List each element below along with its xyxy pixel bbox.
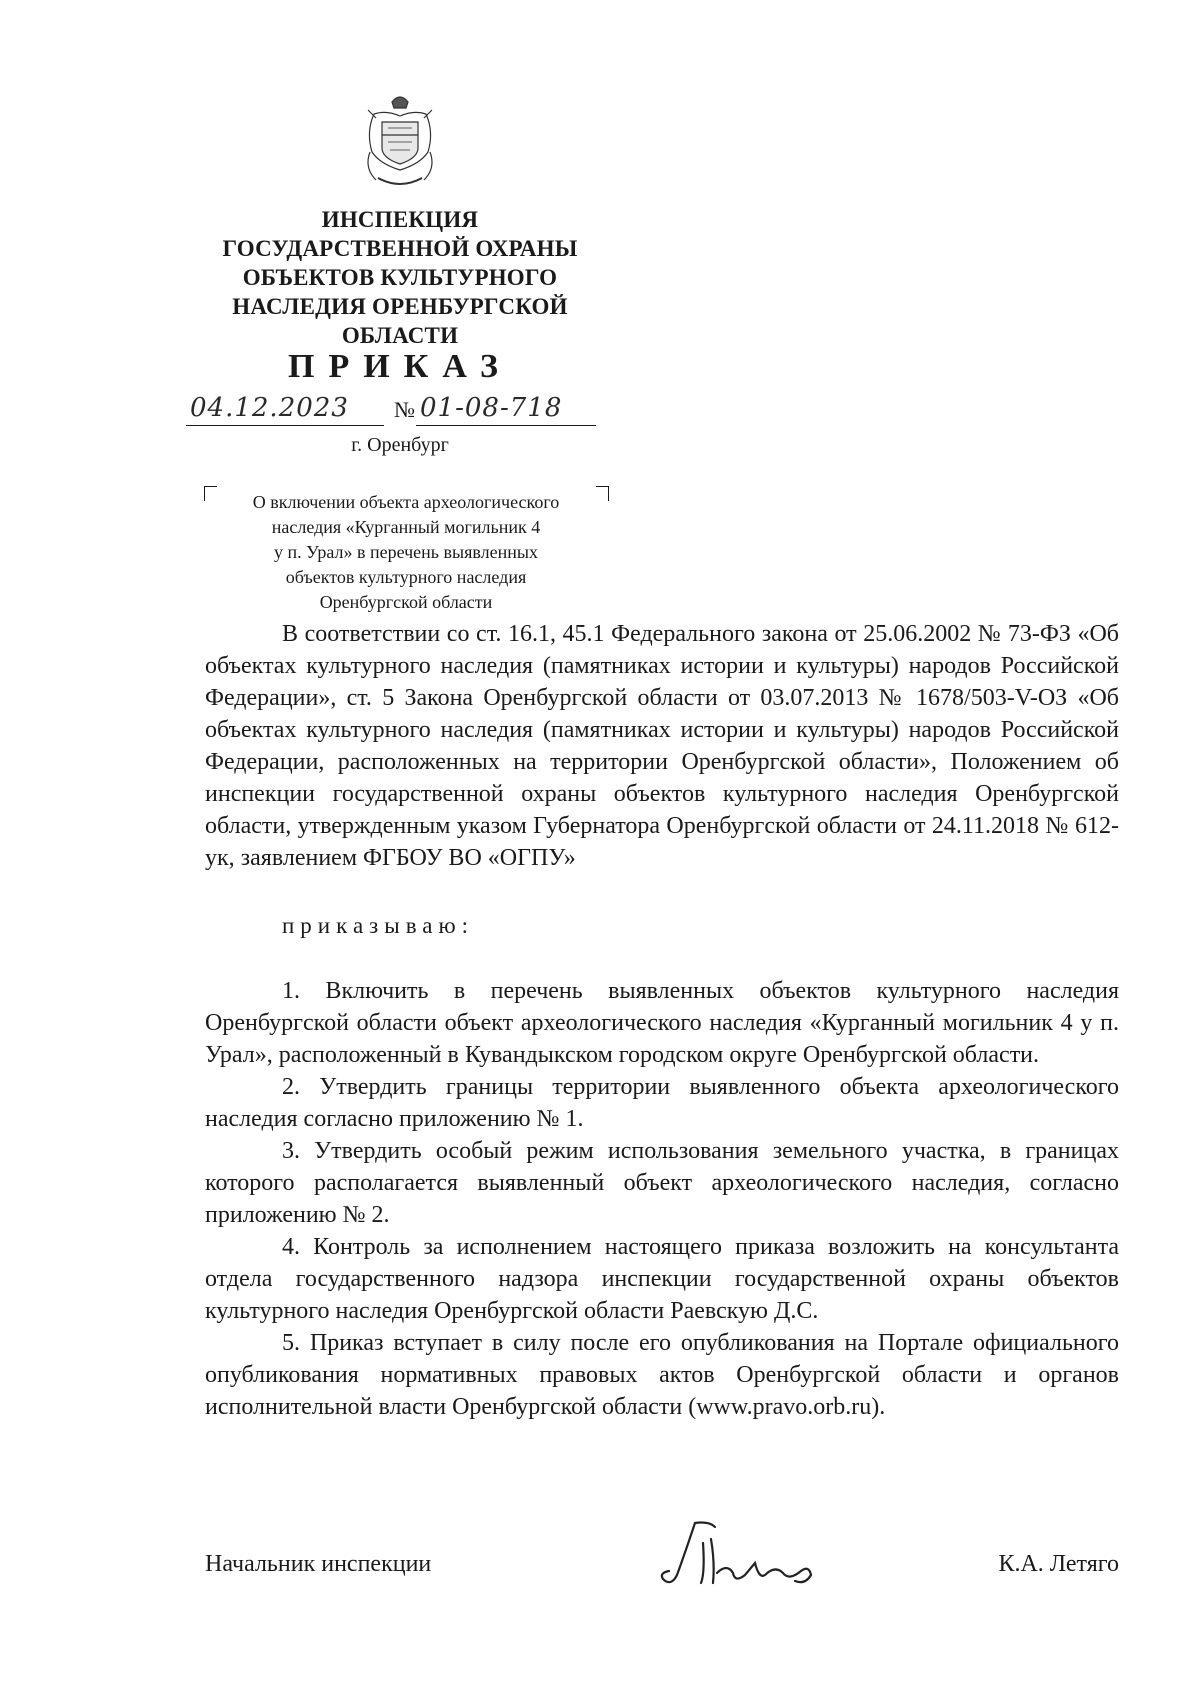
order-item: 4. Контроль за исполнением настоящего приказа возложить на консультанта отдела государственного надзора инспекции государственной охраны объектов культурного наследия Оренбургской области Раевскую Д.С.	[205, 1234, 1119, 1324]
org-line: ГОСУДАРСТВЕННОЙ ОХРАНЫ	[222, 236, 578, 261]
order-item: 3. Утвердить особый режим использования земельного участка, в границах которого располагается выявленный объект археологического наследия, согласно приложению № 2.	[205, 1138, 1119, 1228]
signer-position: Начальник инспекции	[205, 1551, 432, 1577]
subject-line: Оренбургской области	[319, 592, 493, 612]
subject-text	[214, 490, 598, 615]
handwritten-number: 01-08-718	[420, 393, 563, 423]
subject-line: наследия «Курганный могильник 4	[271, 517, 541, 537]
handwritten-date: 04.12.2023	[190, 393, 349, 423]
orders-word: приказываю:	[282, 913, 475, 938]
date-underline	[186, 425, 384, 426]
org-line: ОБЪЕКТОВ КУЛЬТУРНОГО	[242, 265, 558, 290]
subject-line: у п. Урал» в перечень выявленных	[274, 542, 538, 562]
order-item: 1. Включить в перечень выявленных объектов культурного наследия Оренбургской области объект археологического наследия «Курганный могильник 4 у п. Урал», расположенный в Кувандыкском городском округе Оренбургской области.	[205, 978, 1119, 1068]
handwritten-signature	[655, 1513, 825, 1593]
number-sign: №	[394, 397, 415, 422]
org-line: НАСЛЕДИЯ ОРЕНБУРГСКОЙ	[232, 294, 568, 319]
preamble-paragraph: В соответствии со ст. 16.1, 45.1 Федерального закона от 25.06.2002 № 73-ФЗ «Об объектах культурного наследия (памятниках истории и культуры) народов Российской Федерации», ст. 5 Закона Оренбургской области от 03.07.2013 № 1678/503-V-ОЗ «Об объектах культурного наследия (памятниках истории и культуры) народов Российской Федерации, расположенных на территории Оренбургской области», Положением об инспекции государственной охраны объектов культурного наследия Оренбургской области, утвержденным указом Губернатора Оренбургской области от 24.11.2018 № 612-ук, заявлением ФГБОУ ВО «ОГПУ»	[205, 621, 1119, 871]
document-type-title: ПРИКАЗ	[288, 348, 512, 385]
order-item: 2. Утвердить границы территории выявленного объекта археологического наследия согласно приложению № 1.	[205, 1074, 1119, 1132]
signer-name: К.А. Летяго	[998, 1551, 1119, 1577]
order-items	[205, 975, 1119, 1423]
signature-block	[205, 1541, 1119, 1601]
org-line: ИНСПЕКЦИЯ	[321, 207, 479, 232]
order-item: 5. Приказ вступает в силу после его опубликования на Портале официального опубликования нормативных правовых актов Оренбургской области и органов исполнительной власти Оренбургской области (www.pravo.orb.ru).	[205, 1330, 1119, 1420]
city: г. Оренбург	[351, 434, 449, 456]
date-number-line	[186, 393, 596, 429]
coat-of-arms-emblem	[360, 92, 440, 192]
organization-name	[200, 205, 600, 350]
org-line: ОБЛАСТИ	[341, 323, 459, 348]
subject-block	[200, 486, 612, 616]
subject-line: О включении объекта археологического	[252, 492, 560, 512]
number-underline	[416, 425, 596, 426]
subject-line: объектов культурного наследия	[285, 567, 527, 587]
